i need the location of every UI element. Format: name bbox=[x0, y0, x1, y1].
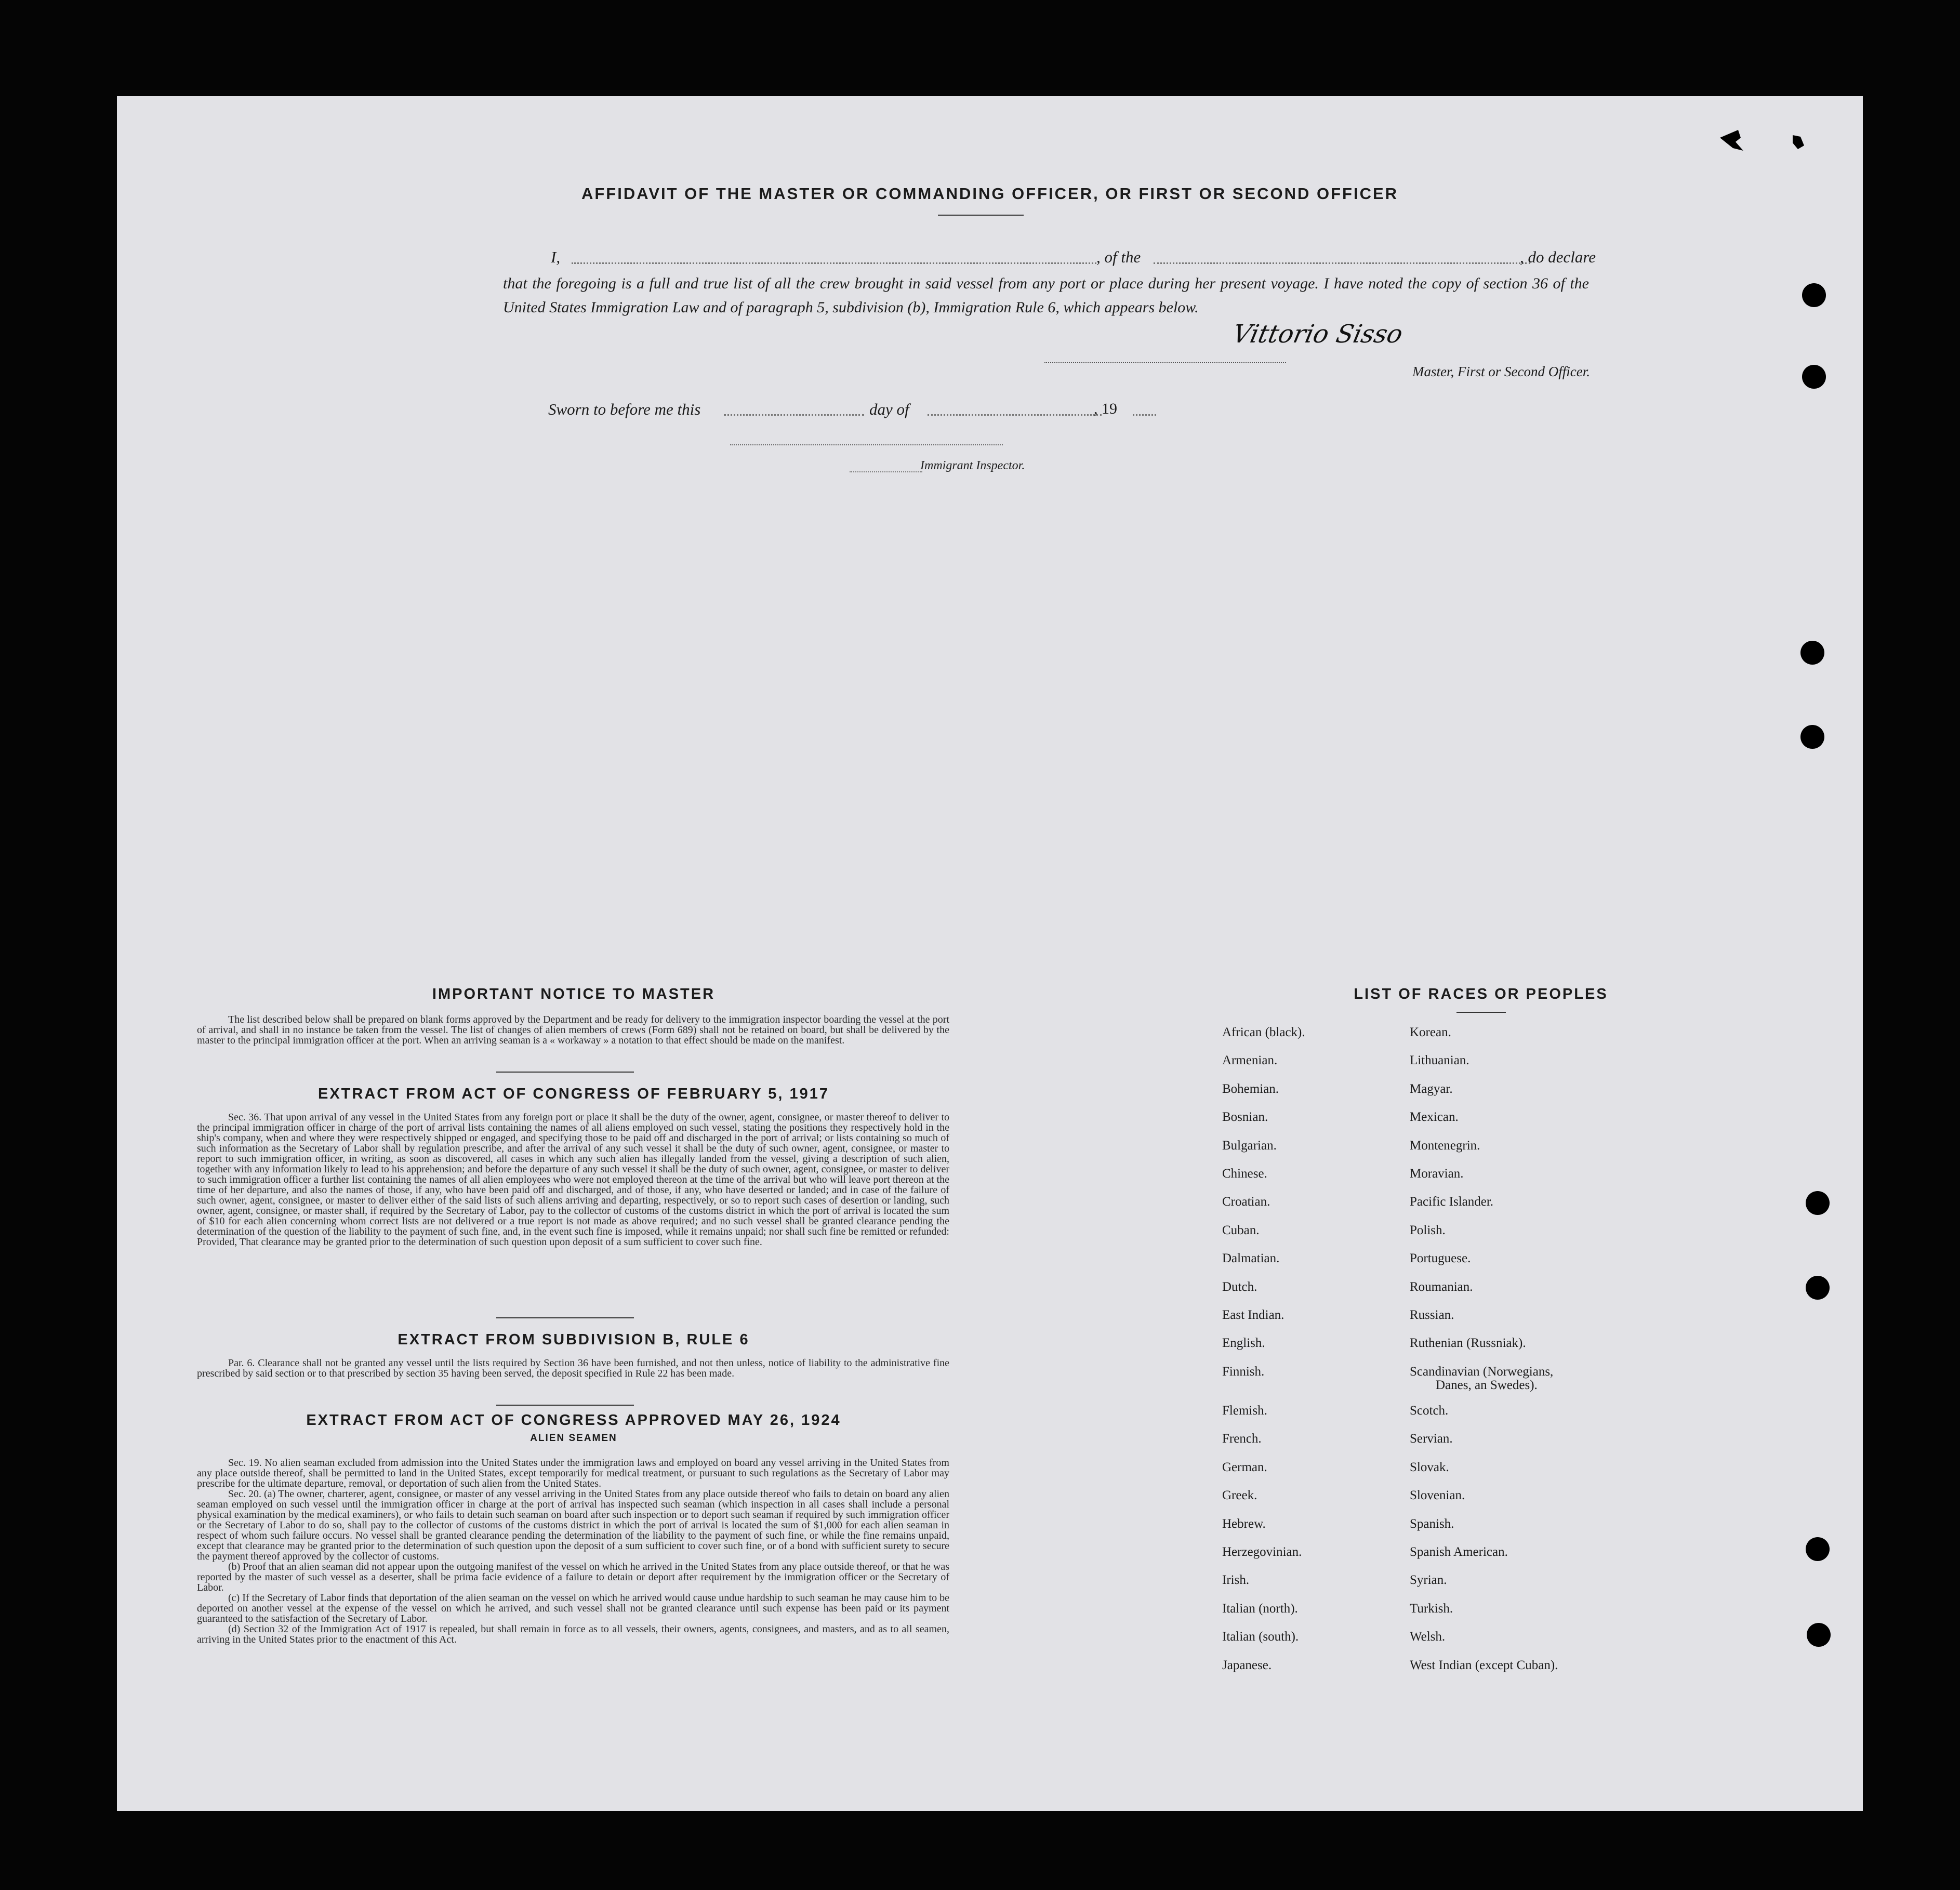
races-title: LIST OF RACES OR PEOPLES bbox=[1354, 986, 1608, 1002]
race-item: Bosnian. bbox=[1222, 1110, 1268, 1125]
affidavit-title: AFFIDAVIT OF THE MASTER OR COMMANDING OFFICER, OR FIRST OR SECOND OFFICER bbox=[581, 184, 1399, 203]
signature bbox=[1230, 320, 1405, 349]
affidavit-i: I, bbox=[551, 248, 561, 266]
race-item: Herzegovinian. bbox=[1222, 1544, 1302, 1559]
race-item: Slovenian. bbox=[1410, 1488, 1465, 1503]
punch-hole bbox=[1800, 725, 1824, 749]
race-item: Greek. bbox=[1222, 1488, 1257, 1503]
signature-caption: Master, First or Second Officer. bbox=[1412, 364, 1590, 379]
title-rule bbox=[938, 215, 1024, 216]
race-item: Bohemian. bbox=[1222, 1081, 1279, 1096]
inspector-caption: Immigrant Inspector. bbox=[920, 459, 1025, 472]
notice-title: IMPORTANT NOTICE TO MASTER bbox=[432, 986, 716, 1002]
race-item: Roumanian. bbox=[1410, 1279, 1473, 1294]
race-item: Scandinavian (Norwegians, bbox=[1410, 1364, 1554, 1379]
name-blank[interactable] bbox=[572, 262, 1096, 264]
race-item: German. bbox=[1222, 1460, 1267, 1474]
race-item: Armenian. bbox=[1222, 1053, 1278, 1068]
race-item: French. bbox=[1222, 1432, 1262, 1446]
race-item: African (black). bbox=[1222, 1025, 1305, 1039]
race-item: Moravian. bbox=[1410, 1167, 1464, 1181]
race-item: Portuguese. bbox=[1410, 1251, 1471, 1266]
races-column-1 bbox=[1222, 1019, 1305, 1680]
punch-hole bbox=[1806, 1537, 1830, 1561]
sworn-year-blank[interactable] bbox=[1133, 414, 1156, 416]
extract-1924-paragraph: Sec. 19. No alien seaman excluded from admission into the United States under the immigration laws and employed on board any vessel arriving in the United States from any place outside thereof, shall be permitted to land in the United States, except temporarily for medical treatment, or pursuant to such regulations as the Secretary of Labor may prescribe for the ultimate departure, removal, or deportation of such alien from the United States. bbox=[197, 1457, 949, 1489]
extract-rule6-title: EXTRACT FROM SUBDIVISION B, RULE 6 bbox=[398, 1331, 750, 1348]
race-item: Polish. bbox=[1410, 1223, 1446, 1237]
notice-paragraph: The list described below shall be prepared on blank forms approved by the Department and be ready for delivery to the immigration inspector boarding the vessel at the port of arrival, and shall in no instance be taken from the vessel. The list of changes of alien members of crews (Form 689) shall not be retained on board, but shall be delivered by the master to the principal immigration officer at the port. When an arriving seaman is a « workaway » a notation to that effect should be made on the manifest. bbox=[197, 1014, 949, 1046]
races-title-rule bbox=[1456, 1012, 1506, 1013]
punch-hole bbox=[1802, 365, 1826, 389]
race-item: Japanese. bbox=[1222, 1658, 1272, 1672]
extract-1924-paragraph: (d) Section 32 of the Immigration Act of 1917 is repealed, but shall remain in force as to all vessels, their owners, agents, consignees, and masters, and as to all seamen, arriving in the United States prior to the enactment of this Act. bbox=[197, 1623, 949, 1645]
inspector-name-blank[interactable] bbox=[850, 471, 922, 472]
race-item: West Indian (except Cuban). bbox=[1410, 1658, 1558, 1672]
extract-1917-paragraph: Sec. 36. That upon arrival of any vessel in the United States from any foreign port or place it shall be the duty of the owner, agent, consignee, or master thereof to deliver to the principal immigration officer in charge of the port of arrival lists containing the names of all aliens employed on such vessel, stating the positions they respectively hold in the ship's company, when and where they were respectively shipped or engaged, and specifying those to be paid off and discharged in the port of arrival; or lists containing so much of such information as the Secretary of Labor shall by regulation prescribe, and after the arrival of any such vessel it shall be the duty of such owner, agent, consignee, or master to report to such immigration officer, in writing, as soon as discovered, all cases in which any such alien has illegally landed from the vessel, giving a description of such alien, together with any information likely to lead to his apprehension; and before the departure of any such vessel it shall be the duty of such owner, agent, consignee, or master to deliver to such immigration officer a further list containing the names of all alien employees who were not employed thereon at the time of the arrival but who will leave port thereon at the time of her departure, and also the names of those, if any, who have been paid off and discharged, and of those, if any, who have deserted or landed; and in case of the failure of such owner, agent, consignee, or master to deliver either of the said lists of such aliens arriving and departing, respectively, or so to report such cases of desertion or landing, such owner, agent, consignee, or master shall, if required by the Secretary of Labor, pay to the collector of customs of the customs district in which the port of arrival is located the sum of $10 for each alien concerning whom correct lists are not delivered or a true report is not made as above required; and no such vessel shall be granted clearance pending the determination of the question of the liability to the payment of such fine, and, in the event such fine is imposed, while it remains unpaid; nor shall such fine be remitted or refunded: Provided, That clearance may be granted prior to the determination of such question upon deposit of a sum sufficient to cover such fine. bbox=[197, 1112, 949, 1248]
race-item: Turkish. bbox=[1410, 1601, 1453, 1616]
race-item: Lithuanian. bbox=[1410, 1053, 1469, 1068]
signature-rule bbox=[1044, 362, 1286, 363]
race-item: Danes, an Swedes). bbox=[1436, 1378, 1538, 1392]
scan-mark-icon bbox=[1715, 122, 1819, 164]
race-item: Flemish. bbox=[1222, 1403, 1267, 1418]
sworn-month-blank[interactable] bbox=[928, 414, 1102, 416]
race-item: Korean. bbox=[1410, 1025, 1451, 1039]
race-item: Servian. bbox=[1410, 1432, 1453, 1446]
race-item: Bulgarian. bbox=[1222, 1138, 1277, 1153]
extract-1924-text bbox=[197, 1458, 949, 1645]
sworn-day-blank[interactable] bbox=[724, 414, 864, 416]
race-item: Italian (south). bbox=[1222, 1630, 1299, 1644]
vessel-blank[interactable] bbox=[1154, 262, 1530, 264]
race-item: Spanish. bbox=[1410, 1516, 1454, 1531]
race-item: Ruthenian (Russniak). bbox=[1410, 1336, 1526, 1351]
race-item: Montenegrin. bbox=[1410, 1138, 1480, 1153]
document-page bbox=[117, 96, 1863, 1811]
sworn-day-of: day of bbox=[869, 400, 909, 418]
race-item: Italian (north). bbox=[1222, 1601, 1298, 1616]
race-item: Mexican. bbox=[1410, 1110, 1459, 1125]
extract-1924-subtitle: ALIEN SEAMEN bbox=[530, 1433, 617, 1444]
extract-1917-title: EXTRACT FROM ACT OF CONGRESS OF FEBRUARY 5, 1917 bbox=[317, 1086, 830, 1102]
notice-text bbox=[197, 1014, 949, 1046]
race-item: Hebrew. bbox=[1222, 1516, 1266, 1531]
race-item: Irish. bbox=[1222, 1573, 1250, 1588]
section-rule bbox=[496, 1072, 634, 1073]
punch-hole bbox=[1806, 1276, 1830, 1300]
extract-1917-text bbox=[197, 1112, 949, 1247]
punch-hole bbox=[1806, 1191, 1830, 1215]
extract-1924-title: EXTRACT FROM ACT OF CONGRESS APPROVED MAY 26, 1924 bbox=[306, 1412, 841, 1429]
extract-1924-paragraph: (b) Proof that an alien seaman did not appear upon the outgoing manifest of the vessel on which he arrived in the United States from any place outside thereof, or that he was reported by the master of such vessel as a deserter, shall be prima facie evidence of a failure to detain or deport after requirement by the immigration officer or the Secretary of Labor. bbox=[197, 1561, 949, 1593]
affidavit-body: that the foregoing is a full and true list of all the crew brought in said vessel from any port or place during her present voyage. I have noted the copy of section 36 of the United States Immigration Law and of paragraph 5, subdivision (b), Immigration Rule 6, which appears below. bbox=[503, 275, 1589, 316]
sworn-prefix: Sworn to before me this bbox=[548, 400, 701, 418]
race-item: Russian. bbox=[1410, 1308, 1454, 1323]
section-rule bbox=[496, 1317, 634, 1318]
inspector-signature-rule bbox=[730, 444, 1003, 445]
race-item: Pacific Islander. bbox=[1410, 1195, 1494, 1209]
race-item: Cuban. bbox=[1222, 1223, 1260, 1237]
extract-rule6-paragraph: Par. 6. Clearance shall not be granted any vessel until the lists required by Section 36 have been furnished, and not then unless, notice of liability to the administrative fine prescribed by said section or to that prescribed by section 35 having been served, the deposit specified in Rule 22 has been made. bbox=[197, 1357, 949, 1379]
race-item: English. bbox=[1222, 1336, 1265, 1351]
race-item: Dutch. bbox=[1222, 1279, 1257, 1294]
race-item: East Indian. bbox=[1222, 1308, 1284, 1323]
races-column-2 bbox=[1410, 1019, 1558, 1680]
race-item: Scotch. bbox=[1410, 1403, 1449, 1418]
race-item: Finnish. bbox=[1222, 1364, 1265, 1379]
punch-hole bbox=[1807, 1623, 1831, 1647]
race-item: Slovak. bbox=[1410, 1460, 1449, 1474]
race-item: Dalmatian. bbox=[1222, 1251, 1280, 1266]
section-rule bbox=[496, 1405, 634, 1406]
race-item: Spanish American. bbox=[1410, 1544, 1508, 1559]
punch-hole bbox=[1802, 283, 1826, 307]
extract-1924-paragraph: (c) If the Secretary of Labor finds that deportation of the alien seaman on the vessel on which he arrived would cause undue hardship to such seaman he may cause him to be deported on another vessel at the expense of the vessel on which he arrived, and such vessel shall not be granted clearance until such expense has been paid or its payment guaranteed to the satisfaction of the Secretary of Labor. bbox=[197, 1592, 949, 1624]
race-item: Welsh. bbox=[1410, 1630, 1446, 1644]
affidavit-declare: , do declare bbox=[1520, 248, 1596, 266]
sworn-year: , 19 bbox=[1094, 400, 1117, 417]
race-item: Chinese. bbox=[1222, 1167, 1267, 1181]
extract-1924-paragraph: Sec. 20. (a) The owner, charterer, agent, consignee, or master of any vessel arriving in the United States from any place outside thereof who fails to detain on board any alien seaman employed on such vessel until the immigration officer in charge at the port of arrival has inspected such seaman (which inspection in all cases shall include a personal physical examination by the medical examiners), or who fails to detain such seaman on board after such inspection or to deport such seaman if required by such immigration officer or the Secretary of Labor to do so, shall pay to the collector of customs of the customs district in which the port of arrival is located the sum of $1,000 for each alien seaman in respect of whom such failure occurs. No vessel shall be granted clearance pending the determination of the liability to the payment of such fine, or while the fine remains unpaid, except that clearance may be granted prior to the determination of such question upon the deposit of a sum sufficient to cover such fine, or of a bond with sufficient surety to secure the payment thereof approved by the collector of customs. bbox=[197, 1488, 949, 1562]
race-item: Magyar. bbox=[1410, 1081, 1453, 1096]
extract-rule6-text bbox=[197, 1358, 949, 1379]
race-item: Croatian. bbox=[1222, 1195, 1270, 1209]
signature-text: Vittorio Sisso bbox=[1230, 320, 1406, 349]
affidavit-of-the: , of the bbox=[1096, 248, 1141, 266]
race-item: Syrian. bbox=[1410, 1573, 1447, 1588]
punch-hole bbox=[1800, 641, 1824, 665]
